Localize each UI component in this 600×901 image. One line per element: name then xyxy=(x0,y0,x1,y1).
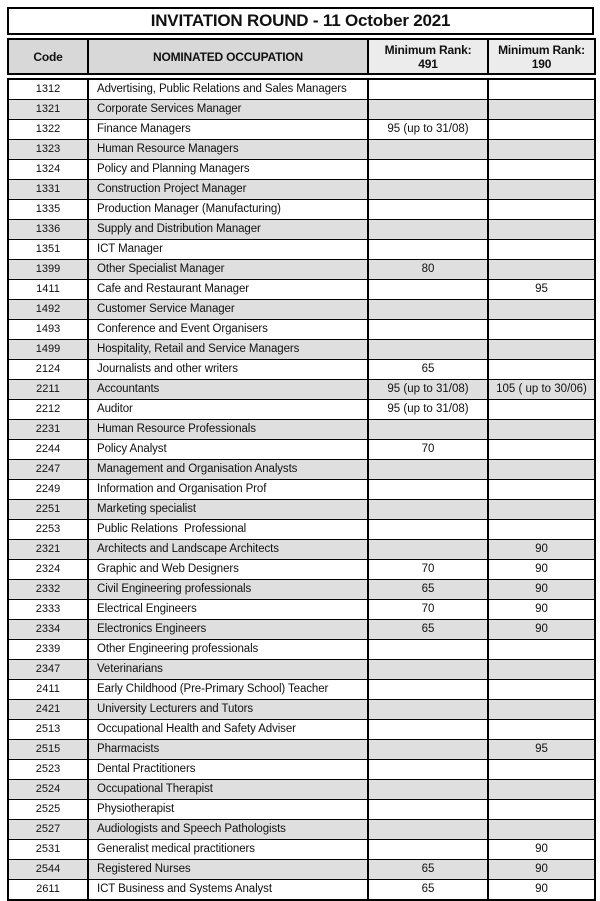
rank-491-cell xyxy=(368,420,488,440)
occupation-cell: Registered Nurses xyxy=(88,860,368,880)
occupation-cell: Dental Practitioners xyxy=(88,760,368,780)
code-cell: 2321 xyxy=(8,540,88,560)
code-cell: 2544 xyxy=(8,860,88,880)
rank-190-cell xyxy=(488,79,595,100)
occupation-cell: Policy and Planning Managers xyxy=(88,160,368,180)
rank-491-cell xyxy=(368,780,488,800)
rank-491-cell xyxy=(368,840,488,860)
rank-190-cell xyxy=(488,240,595,260)
table-row xyxy=(8,620,595,640)
code-cell: 2524 xyxy=(8,780,88,800)
rank-491-cell: 80 xyxy=(368,260,488,280)
table-row xyxy=(8,640,595,660)
occupation-cell: Other Specialist Manager xyxy=(88,260,368,280)
rank-190-cell xyxy=(488,480,595,500)
rank-190-cell xyxy=(488,440,595,460)
occupation-cell: Electronics Engineers xyxy=(88,620,368,640)
occupation-cell: Occupational Health and Safety Adviser xyxy=(88,720,368,740)
code-cell: 2231 xyxy=(8,420,88,440)
rank-491-cell xyxy=(368,79,488,100)
table-row xyxy=(8,560,595,580)
code-cell: 1493 xyxy=(8,320,88,340)
rank-190-cell xyxy=(488,420,595,440)
code-cell: 2611 xyxy=(8,880,88,901)
occupation-cell: Advertising, Public Relations and Sales Managers xyxy=(88,79,368,100)
code-cell: 1399 xyxy=(8,260,88,280)
rank-491-cell xyxy=(368,140,488,160)
occupation-cell: ICT Manager xyxy=(88,240,368,260)
table-row xyxy=(8,700,595,720)
table-row xyxy=(8,540,595,560)
code-cell: 1324 xyxy=(8,160,88,180)
code-cell: 2334 xyxy=(8,620,88,640)
rank-190-cell: 90 xyxy=(488,840,595,860)
code-cell: 2251 xyxy=(8,500,88,520)
rank-491-cell: 65 xyxy=(368,860,488,880)
table-row xyxy=(8,420,595,440)
rank-491-cell: 95 (up to 31/08) xyxy=(368,400,488,420)
header-row xyxy=(8,39,595,74)
rank-190-cell xyxy=(488,680,595,700)
rank-491-cell xyxy=(368,660,488,680)
occupation-cell: Supply and Distribution Manager xyxy=(88,220,368,240)
code-cell: 2124 xyxy=(8,360,88,380)
table-row xyxy=(8,180,595,200)
rank-491-cell xyxy=(368,200,488,220)
rank-190-cell xyxy=(488,820,595,840)
table-row xyxy=(8,120,595,140)
rank-491-cell xyxy=(368,480,488,500)
rank-190-cell xyxy=(488,300,595,320)
table-row xyxy=(8,380,595,400)
rank-491-cell xyxy=(368,700,488,720)
rank-190-cell xyxy=(488,660,595,680)
rank-491-cell xyxy=(368,280,488,300)
rank-491-cell: 70 xyxy=(368,600,488,620)
rank-190-cell: 90 xyxy=(488,560,595,580)
occupation-cell: Generalist medical practitioners xyxy=(88,840,368,860)
table-row xyxy=(8,500,595,520)
rank-491-cell xyxy=(368,320,488,340)
code-cell: 2249 xyxy=(8,480,88,500)
page-title: INVITATION ROUND - 11 October 2021 xyxy=(7,7,594,35)
rank-491-cell xyxy=(368,240,488,260)
code-cell: 2527 xyxy=(8,820,88,840)
code-cell: 1321 xyxy=(8,100,88,120)
header-minimum-rank-190 xyxy=(488,39,595,74)
rank-190-cell xyxy=(488,320,595,340)
table-row xyxy=(8,440,595,460)
occupation-cell: Early Childhood (Pre-Primary School) Teacher xyxy=(88,680,368,700)
occupation-cell: Customer Service Manager xyxy=(88,300,368,320)
occupation-cell: Journalists and other writers xyxy=(88,360,368,380)
rank-190-cell xyxy=(488,220,595,240)
rank-491-cell xyxy=(368,160,488,180)
code-cell: 2211 xyxy=(8,380,88,400)
code-cell: 2347 xyxy=(8,660,88,680)
rank-190-cell: 90 xyxy=(488,600,595,620)
rank-190-cell: 105 ( up to 30/06) xyxy=(488,380,595,400)
occupation-cell: Audiologists and Speech Pathologists xyxy=(88,820,368,840)
rank-491-cell xyxy=(368,760,488,780)
rank-491-cell: 70 xyxy=(368,560,488,580)
code-cell: 1499 xyxy=(8,340,88,360)
code-cell: 2253 xyxy=(8,520,88,540)
occupation-cell: Construction Project Manager xyxy=(88,180,368,200)
header-nominated-occupation: NOMINATED OCCUPATION xyxy=(88,39,368,74)
code-cell: 2513 xyxy=(8,720,88,740)
table-row xyxy=(8,480,595,500)
occupation-cell: Conference and Event Organisers xyxy=(88,320,368,340)
rank-491-cell: 70 xyxy=(368,440,488,460)
code-cell: 2332 xyxy=(8,580,88,600)
rank-190-cell xyxy=(488,160,595,180)
table-row xyxy=(8,400,595,420)
rank-491-cell xyxy=(368,220,488,240)
code-cell: 2333 xyxy=(8,600,88,620)
rank-190-cell xyxy=(488,800,595,820)
code-cell: 2244 xyxy=(8,440,88,460)
table-body xyxy=(8,79,595,900)
rank-190-cell xyxy=(488,360,595,380)
rank-190-cell: 90 xyxy=(488,620,595,640)
rank-491-cell: 65 xyxy=(368,620,488,640)
rank-190-cell xyxy=(488,200,595,220)
table-row xyxy=(8,720,595,740)
rank-190-cell xyxy=(488,460,595,480)
rank-491-cell xyxy=(368,540,488,560)
rank-190-cell: 90 xyxy=(488,880,595,901)
code-cell: 2339 xyxy=(8,640,88,660)
rank-190-cell xyxy=(488,500,595,520)
rank-190-cell xyxy=(488,260,595,280)
rank-491-cell xyxy=(368,520,488,540)
code-cell: 2324 xyxy=(8,560,88,580)
table-row xyxy=(8,840,595,860)
table-row xyxy=(8,260,595,280)
table-row xyxy=(8,160,595,180)
occupation-cell: Management and Organisation Analysts xyxy=(88,460,368,480)
table-row xyxy=(8,860,595,880)
occupation-cell: Policy Analyst xyxy=(88,440,368,460)
code-cell: 2421 xyxy=(8,700,88,720)
occupation-cell: Civil Engineering professionals xyxy=(88,580,368,600)
table-row xyxy=(8,100,595,120)
rank-491-cell xyxy=(368,300,488,320)
code-cell: 1331 xyxy=(8,180,88,200)
rank-190-cell: 90 xyxy=(488,580,595,600)
rank-491-cell xyxy=(368,720,488,740)
code-cell: 2525 xyxy=(8,800,88,820)
code-cell: 2531 xyxy=(8,840,88,860)
header-minimum-rank-190-label: Minimum Rank: xyxy=(498,42,585,57)
code-cell: 1336 xyxy=(8,220,88,240)
table-row xyxy=(8,340,595,360)
table-row xyxy=(8,780,595,800)
rank-491-cell xyxy=(368,340,488,360)
occupation-cell: Cafe and Restaurant Manager xyxy=(88,280,368,300)
table-row xyxy=(8,680,595,700)
occupation-cell: Corporate Services Manager xyxy=(88,100,368,120)
table-row xyxy=(8,280,595,300)
header-minimum-rank-491-label: Minimum Rank: xyxy=(384,42,472,57)
rank-491-cell: 65 xyxy=(368,360,488,380)
rank-190-cell: 90 xyxy=(488,540,595,560)
occupation-cell: Physiotherapist xyxy=(88,800,368,820)
occupation-cell: ICT Business and Systems Analyst xyxy=(88,880,368,901)
header-minimum-rank-190-value: 190 xyxy=(531,56,552,71)
code-cell: 1351 xyxy=(8,240,88,260)
rank-491-cell xyxy=(368,100,488,120)
rank-491-cell: 95 (up to 31/08) xyxy=(368,380,488,400)
occupation-cell: Hospitality, Retail and Service Managers xyxy=(88,340,368,360)
table-row xyxy=(8,140,595,160)
rank-190-cell xyxy=(488,100,595,120)
occupation-cell: Human Resource Managers xyxy=(88,140,368,160)
occupation-cell: Accountants xyxy=(88,380,368,400)
rank-190-cell xyxy=(488,780,595,800)
code-cell: 1411 xyxy=(8,280,88,300)
rank-491-cell xyxy=(368,740,488,760)
table-row xyxy=(8,660,595,680)
table-row xyxy=(8,740,595,760)
rank-491-cell xyxy=(368,180,488,200)
rank-491-cell xyxy=(368,800,488,820)
occupation-cell: Marketing specialist xyxy=(88,500,368,520)
table-row xyxy=(8,520,595,540)
table-row xyxy=(8,300,595,320)
rank-190-cell xyxy=(488,760,595,780)
occupation-table xyxy=(7,78,596,901)
rank-190-cell xyxy=(488,340,595,360)
header-minimum-rank-491 xyxy=(368,39,488,74)
rank-491-cell: 65 xyxy=(368,580,488,600)
code-cell: 2411 xyxy=(8,680,88,700)
occupation-cell: Architects and Landscape Architects xyxy=(88,540,368,560)
occupation-cell: Human Resource Professionals xyxy=(88,420,368,440)
rank-190-cell xyxy=(488,640,595,660)
table-row xyxy=(8,580,595,600)
rank-491-cell xyxy=(368,460,488,480)
occupation-cell: Public Relations Professional xyxy=(88,520,368,540)
table-row xyxy=(8,880,595,901)
rank-491-cell xyxy=(368,500,488,520)
occupation-cell: Auditor xyxy=(88,400,368,420)
code-cell: 1335 xyxy=(8,200,88,220)
table-row xyxy=(8,320,595,340)
code-cell: 2212 xyxy=(8,400,88,420)
rank-190-cell xyxy=(488,180,595,200)
table-row xyxy=(8,800,595,820)
table-row xyxy=(8,220,595,240)
rank-491-cell xyxy=(368,820,488,840)
rank-491-cell: 95 (up to 31/08) xyxy=(368,120,488,140)
code-cell: 2523 xyxy=(8,760,88,780)
rank-190-cell xyxy=(488,720,595,740)
occupation-cell: Electrical Engineers xyxy=(88,600,368,620)
code-cell: 2515 xyxy=(8,740,88,760)
header-code: Code xyxy=(8,39,88,74)
rank-190-cell: 90 xyxy=(488,860,595,880)
rank-190-cell xyxy=(488,120,595,140)
rank-491-cell xyxy=(368,680,488,700)
code-cell: 1322 xyxy=(8,120,88,140)
table-row xyxy=(8,240,595,260)
rank-190-cell: 95 xyxy=(488,740,595,760)
occupation-cell: University Lecturers and Tutors xyxy=(88,700,368,720)
rank-491-cell xyxy=(368,640,488,660)
rank-190-cell xyxy=(488,140,595,160)
table-row xyxy=(8,360,595,380)
occupation-cell: Pharmacists xyxy=(88,740,368,760)
header-minimum-rank-491-value: 491 xyxy=(418,56,438,71)
code-cell: 1492 xyxy=(8,300,88,320)
table-row xyxy=(8,460,595,480)
occupation-cell: Information and Organisation Prof xyxy=(88,480,368,500)
occupation-cell: Occupational Therapist xyxy=(88,780,368,800)
code-cell: 1312 xyxy=(8,79,88,100)
occupation-cell: Finance Managers xyxy=(88,120,368,140)
table-row xyxy=(8,200,595,220)
occupation-cell: Graphic and Web Designers xyxy=(88,560,368,580)
table-row xyxy=(8,600,595,620)
rank-190-cell xyxy=(488,520,595,540)
occupation-cell: Production Manager (Manufacturing) xyxy=(88,200,368,220)
table-row xyxy=(8,760,595,780)
rank-190-cell xyxy=(488,400,595,420)
table-row xyxy=(8,820,595,840)
table-header xyxy=(7,38,596,75)
table-row xyxy=(8,79,595,100)
rank-190-cell xyxy=(488,700,595,720)
code-cell: 1323 xyxy=(8,140,88,160)
occupation-cell: Other Engineering professionals xyxy=(88,640,368,660)
rank-190-cell: 95 xyxy=(488,280,595,300)
occupation-cell: Veterinarians xyxy=(88,660,368,680)
rank-491-cell: 65 xyxy=(368,880,488,901)
code-cell: 2247 xyxy=(8,460,88,480)
